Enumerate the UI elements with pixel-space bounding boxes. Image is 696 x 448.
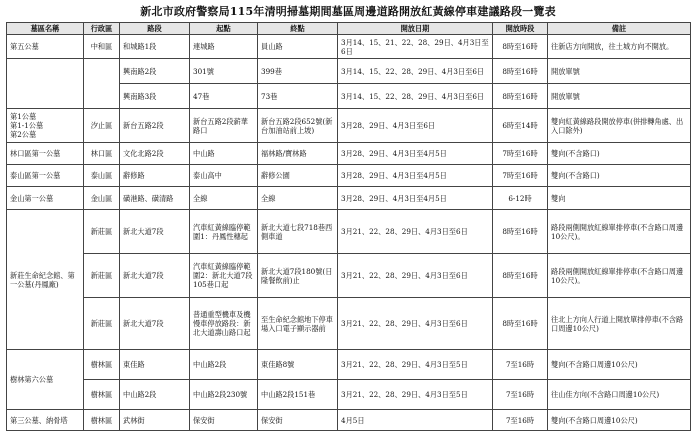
end-cell: 保安街: [258, 410, 338, 431]
cemetery-cell: 泰山區第一公墓: [7, 165, 84, 187]
road-cell: 興南路3段: [120, 84, 190, 109]
road-cell: 東佳路: [120, 350, 190, 380]
cemetery-cell: 金山第一公墓: [7, 187, 84, 210]
cemetery-cell: 第1公墓 第1-1公墓 第2公墓: [7, 109, 84, 143]
dates-cell: 3月28、29日、4月3日至4月5日: [338, 187, 493, 210]
district-cell: 樹林區: [84, 350, 120, 380]
cemetery-cell: 林口區第一公墓: [7, 143, 84, 165]
dates-cell: 3月14、15、22、28、29日、4月3日至6日: [338, 84, 493, 109]
notes-cell: 雙向(不含路口周邊10公尺): [548, 350, 691, 380]
district-cell: 泰山區: [84, 165, 120, 187]
end-cell: 東佳路8號: [258, 350, 338, 380]
table-row: [7, 298, 691, 350]
table-row: [7, 210, 691, 254]
hours-cell: 8時至16時: [493, 210, 548, 254]
dates-cell: 3月28、29日、4月3日至4月5日: [338, 165, 493, 187]
table-row: [7, 380, 691, 410]
dates-cell: 3月28、29日、4月3日至6日: [338, 109, 493, 143]
notes-cell: 往山佳方向(不含路口周邊10公尺): [548, 380, 691, 410]
start-cell: 中山路2段: [190, 350, 258, 380]
end-cell: 至生命紀念館地下停車場入口電子顯示器前: [258, 298, 338, 350]
road-cell: 新北大道7段: [120, 298, 190, 350]
hours-cell: 6時至14時: [493, 109, 548, 143]
district-cell: 新莊區: [84, 210, 120, 254]
notes-cell: 開放單號: [548, 59, 691, 84]
cemetery-cell: 樹林第六公墓: [7, 350, 84, 410]
district-cell: 新莊區: [84, 254, 120, 298]
district-cell: 樹林區: [84, 410, 120, 431]
header-road: 路段: [120, 23, 190, 35]
district-cell: [84, 59, 120, 109]
road-cell: 新北大道7段: [120, 210, 190, 254]
road-cell: 新台五路2段: [120, 109, 190, 143]
notes-cell: 雙向: [548, 187, 691, 210]
road-cell: 新北大道7段: [120, 254, 190, 298]
hours-cell: 8時至16時: [493, 254, 548, 298]
start-cell: 汽車紅黃線臨停範圍1：丹鳳性穗起: [190, 210, 258, 254]
dates-cell: 3月21、22、28、29日、4月3日至6日: [338, 298, 493, 350]
document-title: 新北市政府警察局115年清明掃墓期間墓區周邊道路開放紅黃線停車建議路段一覽表: [140, 5, 556, 18]
road-cell: 磺港路、磺清路: [120, 187, 190, 210]
header-end: 終點: [258, 23, 338, 35]
district-cell: 林口區: [84, 143, 120, 165]
header-row: [7, 23, 691, 35]
hours-cell: 7時至16時: [493, 143, 548, 165]
start-cell: 保安街: [190, 410, 258, 431]
start-cell: 中山路2段230號: [190, 380, 258, 410]
district-cell: 汐止區: [84, 109, 120, 143]
start-cell: 普通重型機車及機慢車停放路段：新北大道壽山路口起: [190, 298, 258, 350]
header-cemetery: 墓區名稱: [7, 23, 84, 35]
cemetery-cell: 新莊生命紀念館、第一公墓(丹鳳廠): [7, 210, 84, 350]
road-cell: 辭修路: [120, 165, 190, 187]
notes-cell: 雙向(不含路口): [548, 143, 691, 165]
dates-cell: 3月28、29日、4月3日至4月5日: [338, 143, 493, 165]
start-cell: 泰山高中: [190, 165, 258, 187]
cemetery-cell: [7, 59, 84, 109]
table-row: [7, 59, 691, 84]
notes-cell: 雙向(不含路口): [548, 165, 691, 187]
header-dates: 開放日期: [338, 23, 493, 35]
dates-cell: 3月21、22、28、29日、4月3日至5日: [338, 350, 493, 380]
start-cell: 301號: [190, 59, 258, 84]
end-cell: 中山路2段151巷: [258, 380, 338, 410]
hours-cell: 7至16時: [493, 350, 548, 380]
notes-cell: 路段兩側開放紅線單排停車(不含路口周邊10公尺)。: [548, 254, 691, 298]
start-cell: 全線: [190, 187, 258, 210]
notes-cell: 雙向紅黃線路段開放停車(併排轉角處、出入口除外): [548, 109, 691, 143]
header-notes: 備註: [548, 23, 691, 35]
hours-cell: 6-12時: [493, 187, 548, 210]
cemetery-cell: 第三公墓、納骨塔: [7, 410, 84, 431]
end-cell: 73巷: [258, 84, 338, 109]
hours-cell: 8時至16時: [493, 84, 548, 109]
district-cell: 新莊區: [84, 298, 120, 350]
notes-cell: 開放單號: [548, 84, 691, 109]
start-cell: 中山路: [190, 143, 258, 165]
parking-roads-table: [6, 22, 691, 431]
table-row: [7, 254, 691, 298]
start-cell: 47巷: [190, 84, 258, 109]
hours-cell: 7至16時: [493, 410, 548, 431]
table-row: [7, 143, 691, 165]
start-cell: 連城路: [190, 35, 258, 59]
district-cell: 樹林區: [84, 380, 120, 410]
dates-cell: 3月21、22、28、29日、4月3日至5日: [338, 380, 493, 410]
hours-cell: 8時至16時: [493, 59, 548, 84]
dates-cell: 4月5日: [338, 410, 493, 431]
header-start: 起點: [190, 23, 258, 35]
table-row: [7, 350, 691, 380]
header-hours: 開放時段: [493, 23, 548, 35]
dates-cell: 3月14、15、21、22、28、29日、4月3日至6日: [338, 35, 493, 59]
table-row: [7, 187, 691, 210]
notes-cell: 往北上方向人行道上開放單排停車(不含路口周邊10公尺): [548, 298, 691, 350]
hours-cell: 7時至16時: [493, 165, 548, 187]
hours-cell: 7至16時: [493, 380, 548, 410]
end-cell: 全線: [258, 187, 338, 210]
road-cell: 興南路2段: [120, 59, 190, 84]
notes-cell: 往新店方向開放，往土城方向不開放。: [548, 35, 691, 59]
road-cell: 中山路2段: [120, 380, 190, 410]
start-cell: 汽車紅黃線臨停範圍2：新北大道7段105巷口起: [190, 254, 258, 298]
end-cell: 福林路/寶林路: [258, 143, 338, 165]
dates-cell: 3月21、22、28、29日、4月3日至6日: [338, 254, 493, 298]
road-cell: 和城路1段: [120, 35, 190, 59]
dates-cell: 3月14、15、22、28、29日、4月3日至6日: [338, 59, 493, 84]
table-row: [7, 165, 691, 187]
hours-cell: 8時至16時: [493, 35, 548, 59]
start-cell: 新台五路2段薪華路口: [190, 109, 258, 143]
end-cell: 新台五路2段652號(新台加油站前上坡): [258, 109, 338, 143]
notes-cell: 路段兩側開放紅線單排停車(不含路口周邊10公尺)。: [548, 210, 691, 254]
dates-cell: 3月21、22、28、29日、4月3日至6日: [338, 210, 493, 254]
cemetery-cell: 第五公墓: [7, 35, 84, 59]
district-cell: 金山區: [84, 187, 120, 210]
road-cell: 文化北路2段: [120, 143, 190, 165]
road-cell: 武林街: [120, 410, 190, 431]
district-cell: 中和區: [84, 35, 120, 59]
end-cell: 員山路: [258, 35, 338, 59]
header-district: 行政區: [84, 23, 120, 35]
end-cell: 新北大道七段718巷西側車道: [258, 210, 338, 254]
hours-cell: 8時至16時: [493, 298, 548, 350]
table-row: [7, 35, 691, 59]
end-cell: 辭修公園: [258, 165, 338, 187]
table-row: [7, 410, 691, 431]
end-cell: 新北大道7段180號(日隆餐飲前)止: [258, 254, 338, 298]
end-cell: 399巷: [258, 59, 338, 84]
table-row: [7, 109, 691, 143]
notes-cell: 雙向(不含路口周邊10公尺): [548, 410, 691, 431]
